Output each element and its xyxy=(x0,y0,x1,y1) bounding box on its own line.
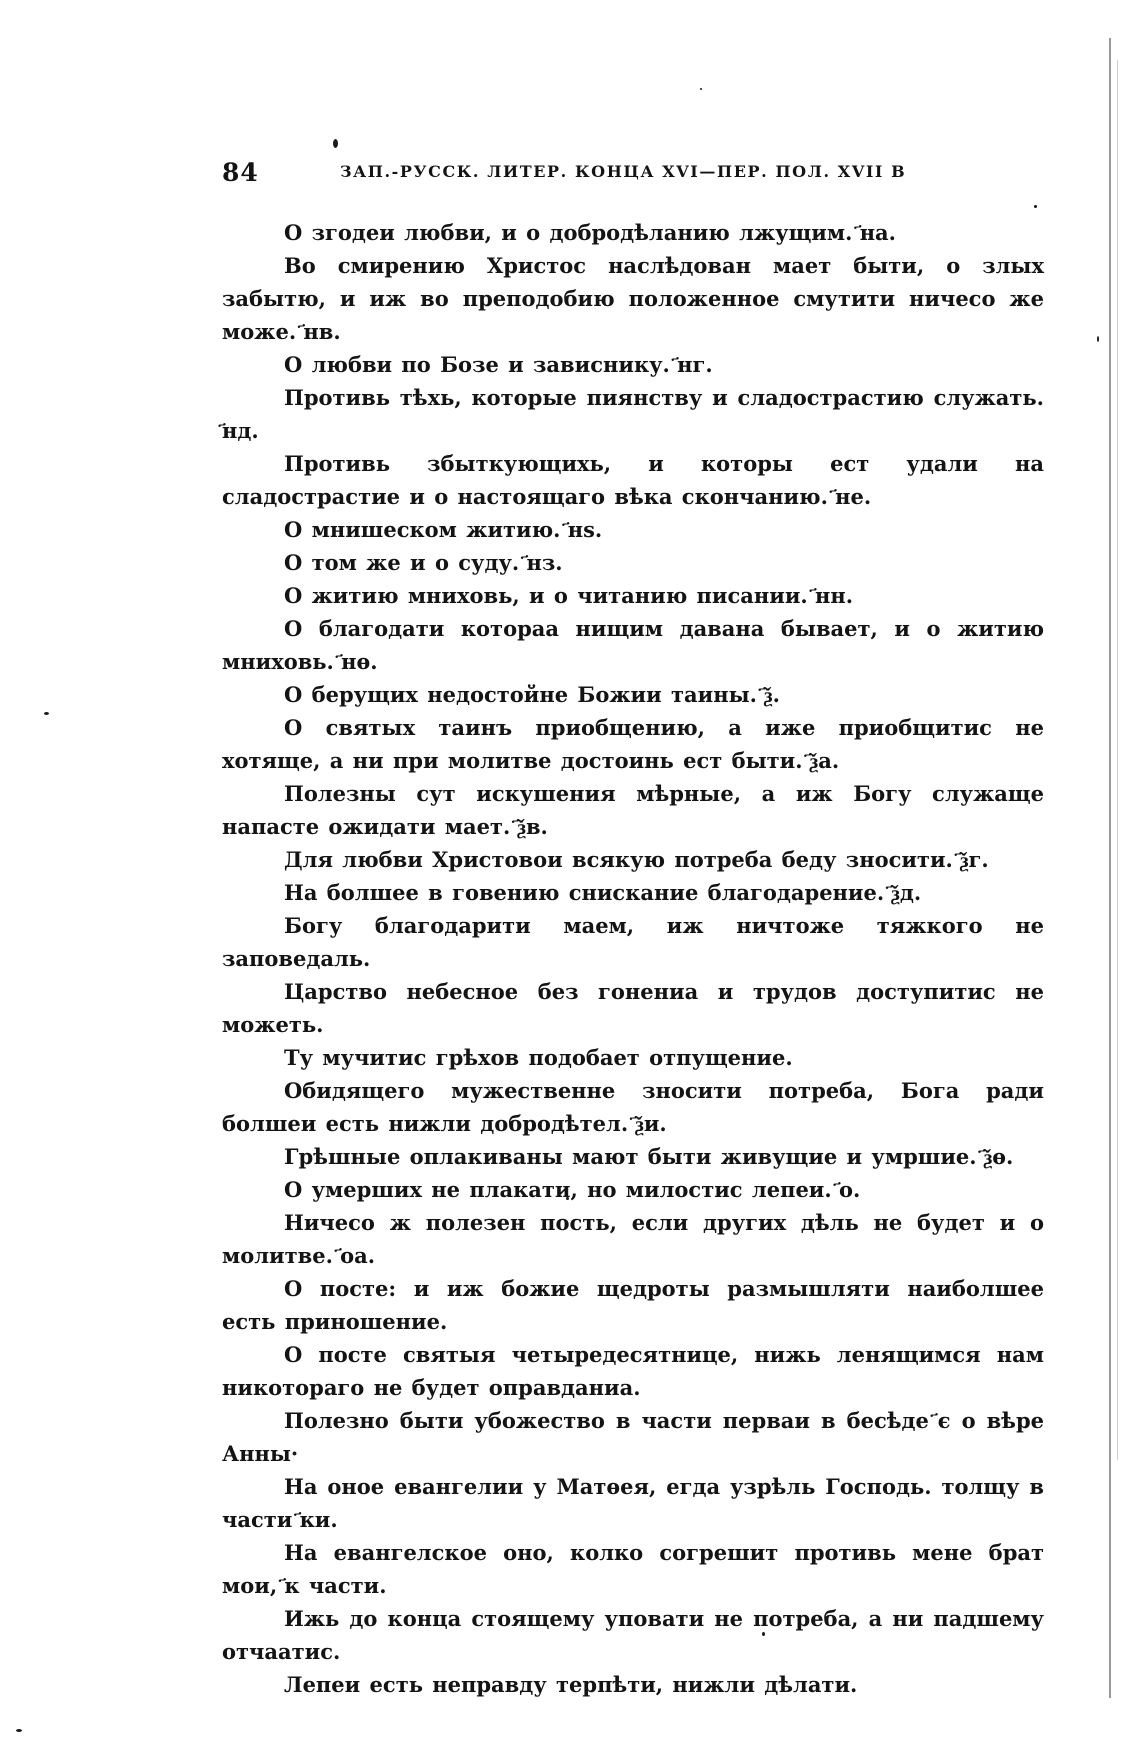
text-paragraph: Противь тѣхь, которые пиянству и сладострастию служать. ҃нд. xyxy=(222,385,1044,443)
text-paragraph: О благодати котораа нищим давана бывает, и о житию мниховь. ҃нѳ. xyxy=(222,616,1044,674)
text-paragraph: О любви по Бозе и зависнику. ҃нг. xyxy=(284,352,713,377)
text-paragraph: О мнишеском житию. ҃нѕ. xyxy=(284,517,603,542)
text-paragraph: Ничесо ж полезен пость, если других дѣль не будет и о молитве. ҃оа. xyxy=(222,1210,1044,1268)
text-paragraph: О берущих недостойне Божии таины. ҃ѯ. xyxy=(284,682,780,707)
text-paragraph: Полезно быти убожество в части перваи в бесѣде ҃є о вѣре Анны· xyxy=(222,1408,1044,1466)
text-paragraph: Полезны сут искушения мѣрные, а иж Богу служаще напасте ожидати мает. ҃ѯв. xyxy=(222,781,1044,839)
print-speck xyxy=(1034,205,1037,208)
text-paragraph: Ту мучитис грѣхов подобает отпущение. xyxy=(284,1045,793,1070)
page-number: 84 xyxy=(222,158,259,187)
running-head: ЗАП.-РУССК. ЛИТЕР. КОНЦА XVI—ПЕР. ПОЛ. XVII В xyxy=(340,162,907,181)
text-paragraph: Грѣшные оплакиваны мают быти живущие и умршие. ҃ѯѳ. xyxy=(284,1144,1014,1169)
text-paragraph: О посте святыя четыредесятнице, нижь ленящимся нам никотораго не будет оправданиа. xyxy=(222,1342,1044,1400)
text-paragraph: Царство небесное без гонениа и трудов доступитис не можеть. xyxy=(222,979,1044,1037)
text-paragraph: Богу благодарити маем, иж ничтоже тяжкого не заповедаль. xyxy=(222,913,1044,971)
main-text xyxy=(222,216,1044,1701)
text-paragraph: Во смирению Христос наслѣдован мает быти, о злых забытю, и иж во преподобию положенное смутити ничесо же може. ҃нв. xyxy=(222,253,1044,344)
text-paragraph: Обидящего мужественне зносити потреба, Бога ради болшеи есть нижли добродѣтел. ҃ѯи. xyxy=(222,1078,1044,1136)
text-paragraph: О святых таинъ приобщению, а иже приобщитис не хотяще, а ни при молитве достоинь ест быти. ҃ѯа. xyxy=(222,715,1044,773)
text-paragraph: Для любви Христовои всякую потреба беду зносити. ҃ѯг. xyxy=(284,847,989,872)
print-speck xyxy=(333,139,338,148)
text-paragraph: О умерших не плакати, но милостис лепеи. ҃о. xyxy=(284,1177,861,1202)
print-speck xyxy=(44,712,49,715)
text-paragraph: Ижь до конца стоящему уповати не потреба, а ни падшему отчаатис. xyxy=(222,1606,1044,1664)
text-paragraph: О згодеи любви, и о добродѣланию лжущим. ҃на. xyxy=(284,220,896,245)
page-edge-line xyxy=(1109,38,1111,1698)
text-paragraph: На оное евангелии у Матѳея, егда узрѣль Господь. толщу в части ҃ки. xyxy=(222,1474,1044,1532)
text-paragraph: Лепеи есть неправду терпѣти, нижли дѣлати. xyxy=(284,1672,858,1697)
print-speck xyxy=(1097,336,1099,342)
text-paragraph: На евангелское оно, колко согрешит противь мене брат мои, ҃к части. xyxy=(222,1540,1044,1598)
text-paragraph: Противь збыткующихь, и которы ест удали на сладострастие и о настоящаго вѣка скончанию. ҃не. xyxy=(222,451,1044,509)
page-header xyxy=(222,158,1042,194)
print-speck xyxy=(16,1729,22,1732)
text-paragraph: На болшее в говению снискание благодарение. ҃ѯд. xyxy=(284,880,922,905)
print-speck xyxy=(700,88,702,90)
text-paragraph: О житию мниховь, и о читанию писании. ҃нн. xyxy=(284,583,854,608)
text-paragraph: О посте: и иж божие щедроты размышляти наиболшее есть приношение. xyxy=(222,1276,1044,1334)
text-paragraph: О том же и о суду. ҃нз. xyxy=(284,550,563,575)
page-edge-line-faint xyxy=(1117,60,1118,1460)
